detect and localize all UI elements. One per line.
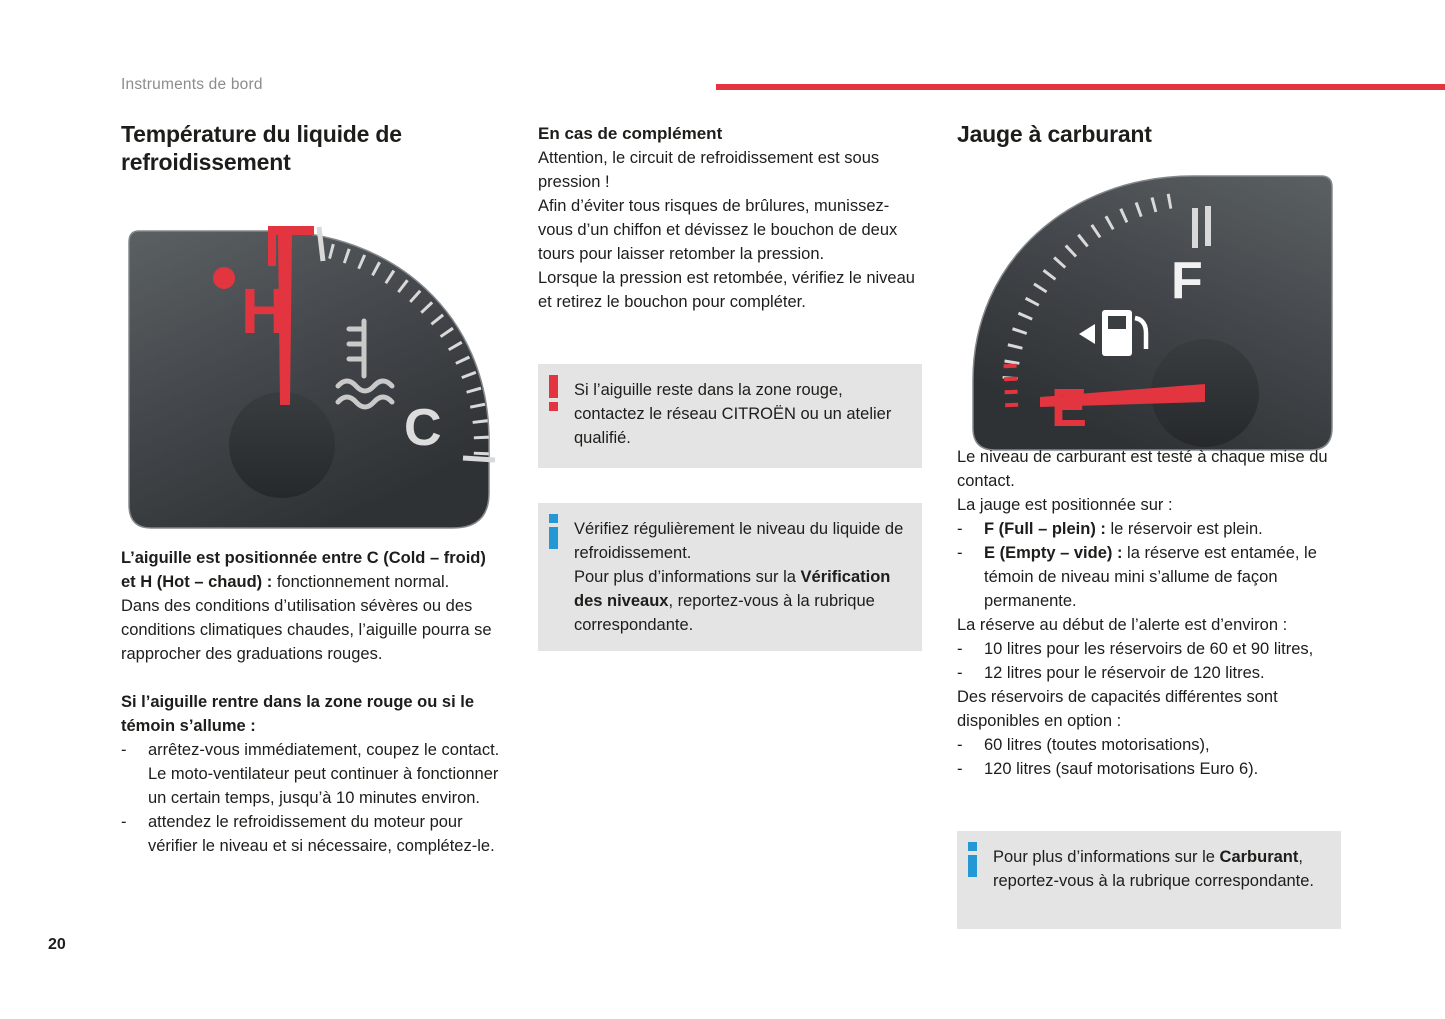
hot-label: H: [241, 275, 288, 347]
paragraph: [121, 546, 501, 594]
paragraph: Des réservoirs de capacités différentes sont disponibles en option :: [957, 688, 1278, 730]
section-title-fuel: Jauge à carburant: [957, 121, 1152, 147]
cold-label: C: [404, 399, 442, 457]
paragraph-text: fonctionnement normal.: [272, 573, 450, 591]
red-zone-tick: [268, 226, 276, 266]
info-note-line: Vérifiez régulièrement le niveau du liquide de refroidissement.: [574, 520, 904, 562]
list-item-bold-lead: E (Empty – vide) :: [984, 544, 1123, 562]
info-note: [957, 831, 1341, 929]
info-note-text: , reportez-vous à la rubrique correspondante.: [993, 848, 1315, 890]
list-item-text: [984, 541, 1345, 613]
paragraph: Attention, le circuit de refroidissement est sous pression !: [538, 149, 880, 191]
info-note-line: [574, 565, 908, 637]
list-dash: -: [957, 736, 963, 754]
empty-label: E: [1051, 378, 1088, 438]
info-note-text: Pour plus d’informations sur le: [993, 848, 1220, 866]
info-note: [538, 503, 922, 651]
fuel-body-text: [957, 445, 1345, 781]
paragraph: Afin d’éviter tous risques de brûlures, munissez-vous d’un chiffon et dévissez le bouchon de deux tours pour laisser retomber la pression.: [538, 197, 898, 263]
warning-note: [538, 364, 922, 468]
list-item: [957, 733, 1345, 757]
list-dash: -: [121, 741, 127, 759]
list-item: [957, 541, 1345, 613]
section-title-temperature: Température du liquide de refroidissement: [121, 121, 402, 175]
list-item-rest: le réservoir est plein.: [1105, 520, 1263, 538]
list-item-text: arrêtez-vous immédiatement, coupez le contact. Le moto-ventilateur peut continuer à fonctionner un certain temps, jusqu’à 10 minutes environ.: [148, 741, 500, 807]
info-note-reference: Vérification des niveaux: [574, 568, 891, 610]
warning-note-text: Si l’aiguille reste dans la zone rouge, contactez le réseau CITROËN ou un atelier qualifié.: [574, 381, 892, 447]
list-item-text: 12 litres pour le réservoir de 120 litres.: [984, 664, 1265, 682]
full-label: F: [1171, 252, 1203, 310]
list-dash: -: [957, 544, 963, 562]
list-dash: -: [957, 664, 963, 682]
list-item-text: attendez le refroidissement du moteur pour vérifier le niveau et si nécessaire, complétez-le.: [148, 813, 495, 855]
info-icon: [968, 842, 977, 877]
breadcrumb: Instruments de bord: [121, 76, 263, 93]
paragraph: Lorsque la pression est retombée, vérifiez le niveau et retirez le bouchon pour compléter.: [538, 269, 915, 311]
info-note-text: , reportez-vous à la rubrique correspondante.: [574, 592, 875, 634]
fuel-gauge-illustration: [965, 168, 1340, 458]
paragraph-warning-lead: Si l’aiguille rentre dans la zone rouge ou si le témoin s’allume :: [121, 693, 475, 735]
list-dash: -: [957, 520, 963, 538]
list-item-bold-lead: F (Full – plein) :: [984, 520, 1106, 538]
list-item: [957, 637, 1345, 661]
list-item-text: 120 litres (sauf motorisations Euro 6).: [984, 760, 1259, 778]
gauge-panel: [973, 176, 1332, 450]
list-item: [121, 810, 501, 858]
gauge-hub: [229, 392, 335, 498]
list-dash: -: [957, 640, 963, 658]
list-item: [957, 757, 1345, 781]
paragraph: Dans des conditions d’utilisation sévères ou des conditions climatiques chaudes, l’aiguille pourra se rapprocher des graduations rouges.: [121, 597, 492, 663]
paragraph: La réserve au début de l’alerte est d’environ :: [957, 616, 1288, 634]
list-item-text: 60 litres (toutes motorisations),: [984, 736, 1210, 754]
header-accent-bar: [716, 84, 1445, 90]
paragraph-bold-lead: L’aiguille est positionnée entre C (Cold – froid) et H (Hot – chaud) :: [121, 549, 486, 591]
list-item-rest: la réserve est entamée, le témoin de niveau mini s’allume de façon permanente.: [984, 544, 1317, 610]
temperature-body-text: [121, 546, 501, 858]
paragraph: Le niveau de carburant est testé à chaque mise du contact.: [957, 448, 1328, 490]
paragraph: La jauge est positionnée sur :: [957, 496, 1173, 514]
info-icon: [549, 514, 558, 549]
list-item: [957, 661, 1345, 685]
info-note-reference: Carburant: [1219, 848, 1299, 866]
info-note-text: Pour plus d’informations sur la: [574, 568, 801, 586]
temperature-warning-light-dot: [213, 267, 235, 289]
tick-long-end: [463, 458, 495, 460]
exclamation-icon: [549, 375, 558, 411]
list-item: [121, 738, 501, 810]
list-item: [957, 517, 1345, 541]
page-number: 20: [48, 936, 66, 953]
list-dash: -: [121, 813, 127, 831]
subsection-heading: En cas de complément: [538, 124, 723, 143]
list-item-text: [984, 517, 1345, 541]
temperature-gauge-illustration: [121, 193, 500, 538]
list-item-text: 10 litres pour les réservoirs de 60 et 90 litres,: [984, 640, 1314, 658]
list-dash: -: [957, 760, 963, 778]
topping-up-section: [538, 122, 924, 314]
